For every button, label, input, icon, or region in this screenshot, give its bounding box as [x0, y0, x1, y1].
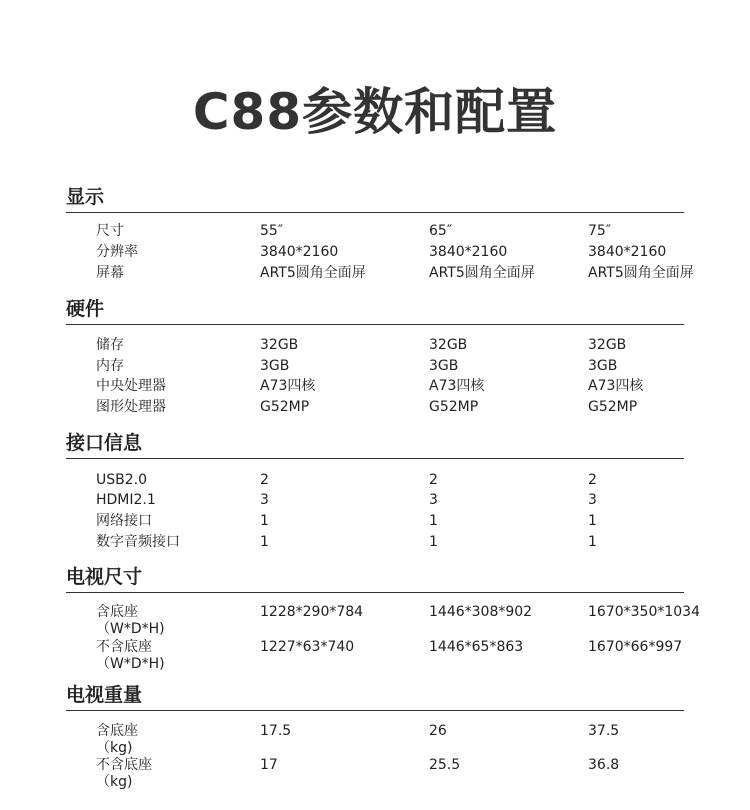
value-65: 25.5: [429, 757, 461, 773]
value-75: G52MP: [588, 399, 638, 415]
row-label-main: 不含底座: [96, 639, 152, 655]
section-title: 接口信息: [66, 432, 143, 454]
row-label-main: 含底座: [96, 723, 138, 739]
row-label: 数字音频接口: [96, 534, 180, 550]
value-55: 1: [260, 534, 269, 550]
value-75: 32GB: [588, 337, 627, 353]
value-65: 26: [429, 723, 447, 739]
row-label-unit: （kg): [96, 740, 133, 756]
value-65: 3840*2160: [429, 244, 508, 260]
value-65: 1: [429, 513, 438, 529]
value-65: 1: [429, 534, 438, 550]
section-tv-weight: [66, 682, 684, 790]
section-tv-dimensions: [66, 564, 700, 672]
value-75: 3: [588, 492, 597, 508]
row-label-main: 含底座: [96, 604, 138, 620]
value-55: 3GB: [260, 358, 290, 374]
value-55: 32GB: [260, 337, 299, 353]
section-title: 显示: [66, 186, 105, 208]
value-75: 37.5: [588, 723, 620, 739]
value-75: 1: [588, 513, 597, 529]
value-55: A73四核: [260, 378, 316, 394]
section-hardware: [66, 296, 684, 415]
value-75: 1670*350*1034: [588, 604, 700, 620]
value-75: 75″: [588, 223, 612, 239]
row-label: [96, 604, 165, 638]
section-divider: [66, 592, 684, 593]
value-75: 36.8: [588, 757, 620, 773]
row-label-unit: （kg): [96, 774, 133, 790]
row-label: 屏幕: [96, 265, 124, 281]
row-label: HDMI2.1: [96, 492, 156, 508]
value-75: 2: [588, 472, 597, 488]
value-55: 55″: [260, 223, 284, 239]
value-75: 3840*2160: [588, 244, 667, 260]
row-label: [96, 639, 165, 673]
section-display: [66, 184, 694, 281]
value-55: 17.5: [260, 723, 292, 739]
row-label: 尺寸: [96, 223, 124, 239]
section-title: 硬件: [66, 298, 105, 320]
value-65: A73四核: [429, 378, 485, 394]
section-interfaces: [66, 430, 684, 550]
value-55: 1227*63*740: [260, 639, 355, 655]
row-label: [96, 723, 138, 757]
value-55: ART5圆角全面屏: [260, 265, 366, 281]
section-divider: [66, 324, 684, 325]
value-55: 1: [260, 513, 269, 529]
row-label: 中央处理器: [96, 378, 166, 394]
row-label: 内存: [96, 358, 124, 374]
row-label: 分辨率: [96, 244, 138, 260]
value-65: 65″: [429, 223, 453, 239]
row-label: USB2.0: [96, 472, 148, 488]
value-65: 2: [429, 472, 438, 488]
value-55: 3: [260, 492, 269, 508]
value-75: 3GB: [588, 358, 618, 374]
row-label-unit: （W*D*H): [96, 656, 165, 672]
value-75: 1: [588, 534, 597, 550]
section-title: 电视尺寸: [66, 566, 143, 588]
value-65: 3GB: [429, 358, 459, 374]
value-75: A73四核: [588, 378, 644, 394]
row-label-main: 不含底座: [96, 757, 152, 773]
page-title: C88参数和配置: [192, 83, 558, 141]
value-65: 1446*308*902: [429, 604, 533, 620]
value-65: 3: [429, 492, 438, 508]
value-65: G52MP: [429, 399, 479, 415]
section-divider: [66, 458, 684, 459]
value-65: 32GB: [429, 337, 468, 353]
row-label: 网络接口: [96, 513, 152, 529]
section-title: 电视重量: [66, 684, 143, 706]
value-65: 1446*65*863: [429, 639, 524, 655]
value-75: ART5圆角全面屏: [588, 265, 694, 281]
row-label: 图形处理器: [96, 399, 166, 415]
row-label: 储存: [96, 337, 124, 353]
value-65: ART5圆角全面屏: [429, 265, 535, 281]
value-75: 1670*66*997: [588, 639, 683, 655]
value-55: 17: [260, 757, 278, 773]
section-divider: [66, 212, 684, 213]
value-55: 1228*290*784: [260, 604, 364, 620]
value-55: 2: [260, 472, 269, 488]
value-55: G52MP: [260, 399, 310, 415]
row-label-unit: （W*D*H): [96, 621, 165, 637]
section-divider: [66, 710, 684, 711]
row-label: [96, 757, 152, 791]
value-55: 3840*2160: [260, 244, 339, 260]
